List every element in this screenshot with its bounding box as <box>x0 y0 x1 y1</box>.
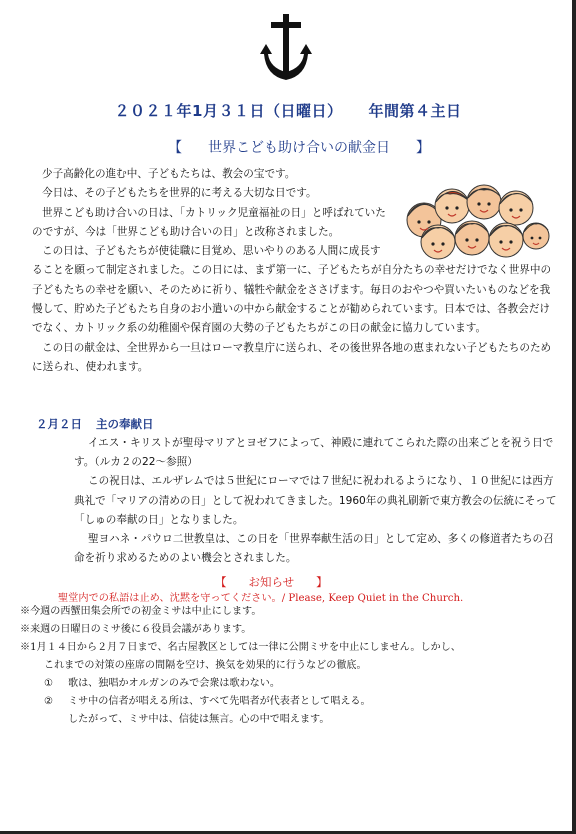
presentation-title: 主の奉献日 <box>96 417 154 431</box>
notice-item: ※来週の日曜日のミサ後に６役員会議があります。 <box>20 624 252 635</box>
paragraph: のですが、今は「世界こども助け合いの日」と改称されました。 <box>32 225 340 238</box>
theme-heading <box>168 137 430 157</box>
numbered-item <box>20 693 560 711</box>
paragraph: この日の献金は、全世界から一旦はローマ教皇庁に送られ、その後世界各地の恵まれない子どもたちのために送られ、使われます。 <box>32 341 552 373</box>
presentation-date: ２月２日 <box>36 417 82 431</box>
paragraph: ることを願って制定されました。この日には、まず第一に、子どもたちが自分たちの幸せだけでなく世界中の子どもたちの幸せを願い、そのために祈り、犠牲や献金をささげます。毎日のおやつや買いたいものなどを我慢して、貯めた子どもたち自身のお小遣いの中から献金することが勧められています。日本では、各教会だけでなく、カトリック系の幼稚園や保育園の大勢の子どもたちがこの日の献金に協力しています。 <box>32 264 552 335</box>
item-text: ミサ中の信者が唱える所は、すべて先唱者が代表者として唱える。 <box>68 696 371 707</box>
notice-open-bracket: 【 <box>215 575 227 589</box>
date-heading <box>0 100 576 121</box>
paragraph: 聖ヨハネ・パウロ二世教皇は、この日を「世界奉献生活の日」として定め、多くの修道者たちの召命を祈り求めるためのよい機会とされました。 <box>74 533 554 565</box>
item-number: ② <box>44 696 54 707</box>
children-day-section <box>32 165 552 377</box>
paragraph: 少子高齢化の進む中、子どもたちは、教会の宝です。 <box>42 168 296 180</box>
notice-item: ※1月１４日から２月７日まで、名古屋教区としては一律に公開ミサを中止にしません。しかし、 <box>20 642 461 653</box>
page-border-right <box>572 0 576 834</box>
notice-heading <box>215 574 328 590</box>
theme-text: 世界こども助け合いの献金日 <box>208 140 390 156</box>
paragraph: この日は、子どもたちが使徒職に目覚め、思いやりのある人間に成長す <box>42 245 381 258</box>
paragraph: 世界こども助け合いの日は、「カトリック児童福祉の日」と呼ばれていた <box>42 206 386 219</box>
notice-list <box>20 603 560 729</box>
anchor-icon <box>258 14 314 84</box>
presentation-section <box>74 434 560 568</box>
notice-item: これまでの対策の座席の間隔を空け、換気を効果的に行うなどの徹底。 <box>44 660 367 671</box>
paragraph: 今日は、その子どもたちを世界的に考える大切な日です。 <box>42 187 317 200</box>
item-number: ① <box>44 678 54 689</box>
notice-continuation: したがって、ミサ中は、信徒は無言。心の中で唱えます。 <box>68 714 330 725</box>
theme-open-bracket: 【 <box>168 140 182 156</box>
service-date: ２０２１年1月３１日（日曜日） <box>114 102 343 120</box>
notice-close-bracket: 】 <box>316 575 328 589</box>
notice-title: お知らせ <box>248 575 295 589</box>
paragraph: この祝日は、エルザレムでは５世紀にローマでは７世紀に祝われるようになり、１０世紀には西方典礼で「マリアの清めの日」として祝われてきました。1960年の典礼刷新で東方教会の伝統にそって「しゅの奉献の日」となりました。 <box>74 475 557 526</box>
presentation-heading <box>36 416 154 432</box>
paragraph: イエス・キリストが聖母マリアとヨゼフによって、神殿に連れてこられた際の出来ごとを祝う日です。（ルカ２の22〜参照） <box>74 437 554 469</box>
quiet-request: 聖堂内での私語は止め、沈黙を守ってください。/ Please, Keep Quiet in the Church. <box>58 593 464 604</box>
numbered-item <box>20 675 560 693</box>
notice-item: ※今週の西蟹田集会所での初金ミサは中止にします。 <box>20 606 262 617</box>
item-text: 歌は、独唱かオルガンのみで会衆は歌わない。 <box>68 678 280 689</box>
liturgical-day: 年間第４主日 <box>368 102 462 120</box>
theme-close-bracket: 】 <box>416 140 430 156</box>
